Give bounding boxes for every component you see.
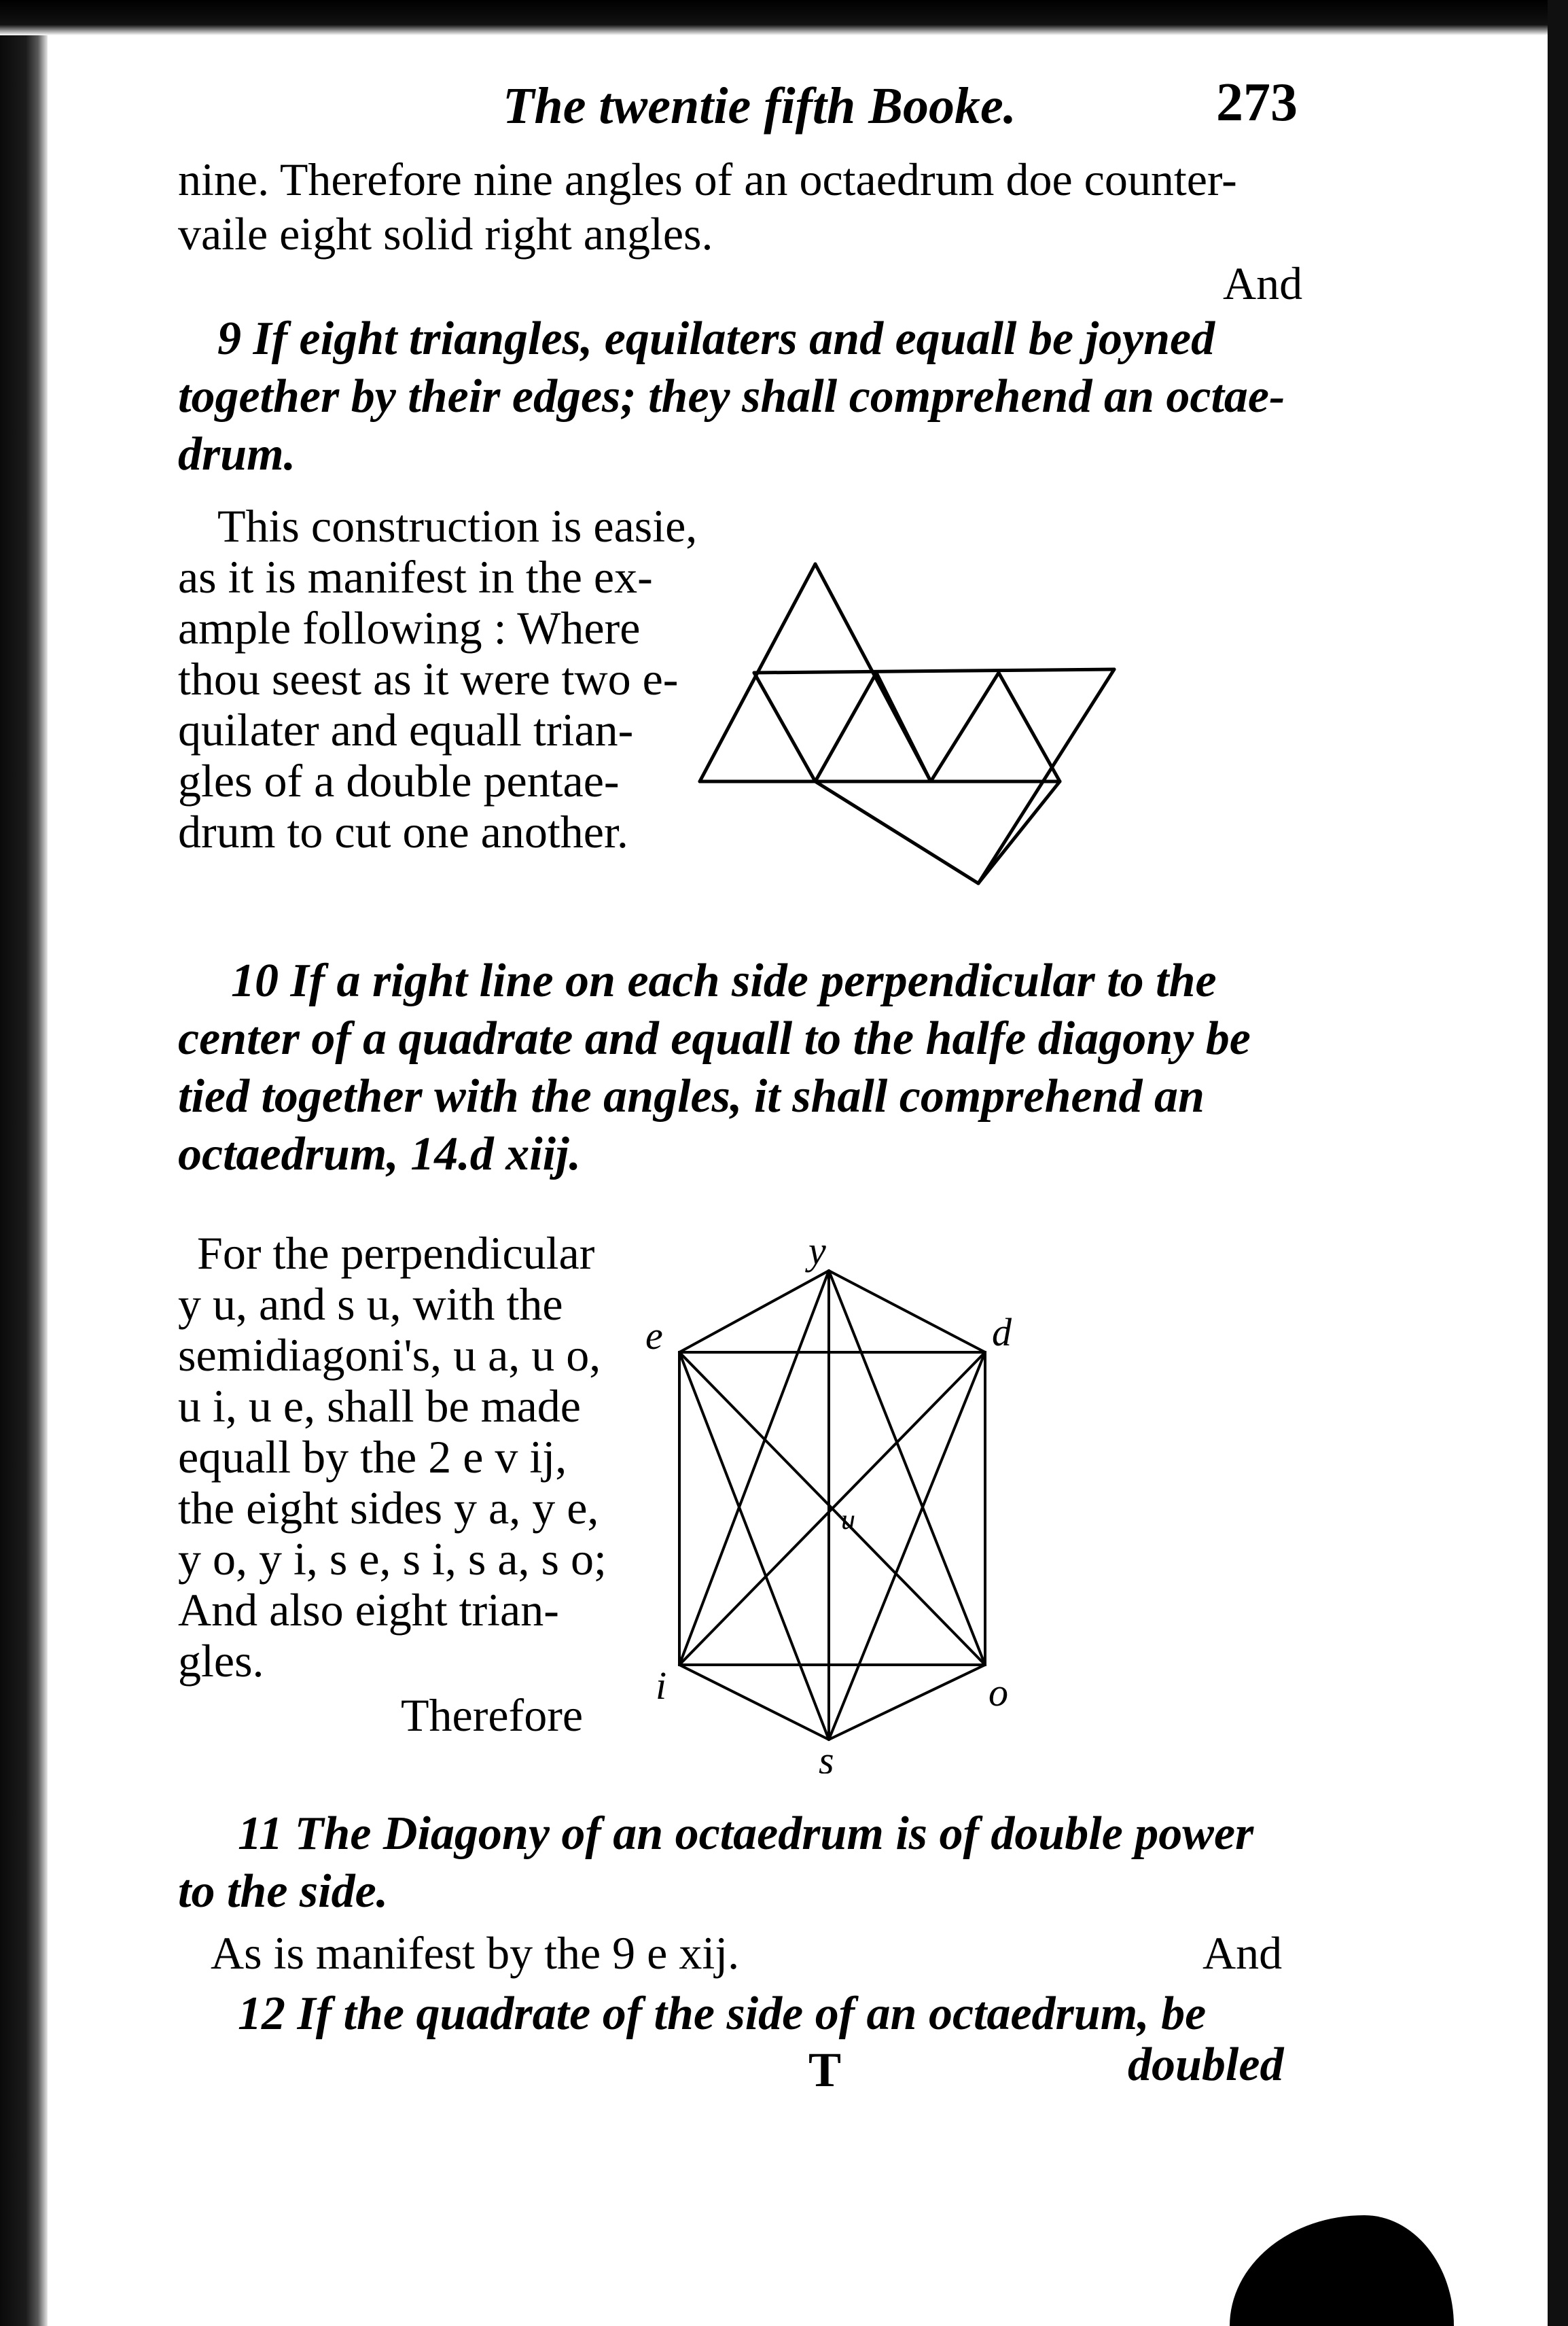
figure-line: [679, 1352, 829, 1740]
text-line: the eight sides y a, y e,: [178, 1482, 599, 1534]
text-line: u i, u e, shall be made: [178, 1380, 581, 1432]
figure-line: [754, 673, 815, 781]
proposition-line: 11 The Diagony of an octaedrum is of double power: [238, 1808, 1254, 1860]
page-edge-shadow: [0, 0, 48, 2326]
page-top-border: [0, 0, 1568, 35]
figure-line: [754, 669, 1114, 673]
proposition-line: tied together with the angles, it shall comprehend an: [178, 1070, 1205, 1123]
proposition-line: center of a quadrate and equall to the halfe diagony be: [178, 1012, 1251, 1065]
figure-line: [829, 1271, 985, 1352]
figure-line: [679, 1271, 829, 1352]
label-e: e: [645, 1314, 663, 1358]
catchword: Therefore: [401, 1689, 584, 1741]
text-line: y u, and s u, with the: [178, 1278, 563, 1330]
figure-line: [815, 781, 978, 883]
text-line: drum to cut one another.: [178, 806, 628, 858]
proposition-line: 12 If the quadrate of the side of an octaedrum, be: [238, 1988, 1207, 2040]
figure-line: [876, 673, 931, 781]
text-line: As is manifest by the 9 e xij.: [211, 1927, 740, 1979]
text-line: gles.: [178, 1635, 264, 1687]
text-line: thou seest as it were two e-: [178, 653, 679, 705]
label-s: s: [819, 1738, 834, 1774]
label-d: d: [992, 1310, 1012, 1354]
label-o: o: [988, 1670, 1008, 1714]
signature-mark: T: [808, 2043, 842, 2097]
figure-line: [829, 1665, 985, 1740]
running-head: [0, 71, 1568, 146]
proposition-line: octaedrum, 14.d xiij.: [178, 1128, 582, 1180]
catchword: And: [1202, 1927, 1283, 1979]
figure-line: [829, 1352, 985, 1740]
catchword: doubled: [1128, 2039, 1284, 2091]
text-line: gles of a double pentae-: [178, 755, 620, 807]
text-line: as it is manifest in the ex-: [178, 551, 653, 603]
text-line: semidiagoni's, u a, u o,: [178, 1329, 601, 1381]
label-i: i: [656, 1663, 667, 1708]
figure-line: [815, 673, 876, 781]
text-line: For the perpendicular: [197, 1227, 595, 1279]
figure-line: [679, 1271, 829, 1665]
text-line: equall by the 2 e v ij,: [178, 1431, 567, 1483]
proposition-line: together by their edges; they shall comprehend an octae-: [178, 370, 1285, 423]
label-y: y: [808, 1230, 826, 1273]
figure-line: [999, 673, 1060, 781]
running-title: The twentie fifth Booke.: [503, 77, 1016, 135]
figure-line: [978, 669, 1114, 883]
figure-line: [679, 1665, 829, 1740]
catchword: And: [1223, 258, 1303, 309]
proposition-line: to the side.: [178, 1865, 389, 1918]
label-u: u: [841, 1504, 855, 1536]
figure-line: [931, 673, 999, 781]
proposition-line: 9 If eight triangles, equilaters and equall be joyned: [217, 313, 1215, 365]
text-line: ample following : Where: [178, 602, 641, 654]
octaedrum-figure: [625, 1230, 1046, 1774]
octaedrum-net-figure: [679, 544, 1141, 897]
figure-line: [978, 781, 1060, 883]
text-line: vaile eight solid right angles.: [178, 208, 713, 260]
ink-blot: [1230, 2215, 1454, 2326]
figure-line: [829, 1271, 985, 1665]
text-line: This construction is easie,: [217, 500, 698, 552]
text-line: y o, y i, s e, s i, s a, s o;: [178, 1533, 607, 1585]
text-line: quilater and equall trian-: [178, 704, 634, 756]
proposition-line: drum.: [178, 428, 296, 480]
proposition-line: 10 If a right line on each side perpendicular to the: [231, 955, 1217, 1007]
text-line: nine. Therefore nine angles of an octaedrum doe counter-: [178, 154, 1237, 205]
text-line: And also eight trian-: [178, 1584, 559, 1636]
page-right-border: [1548, 0, 1568, 2326]
page-number: 273: [1216, 73, 1298, 133]
